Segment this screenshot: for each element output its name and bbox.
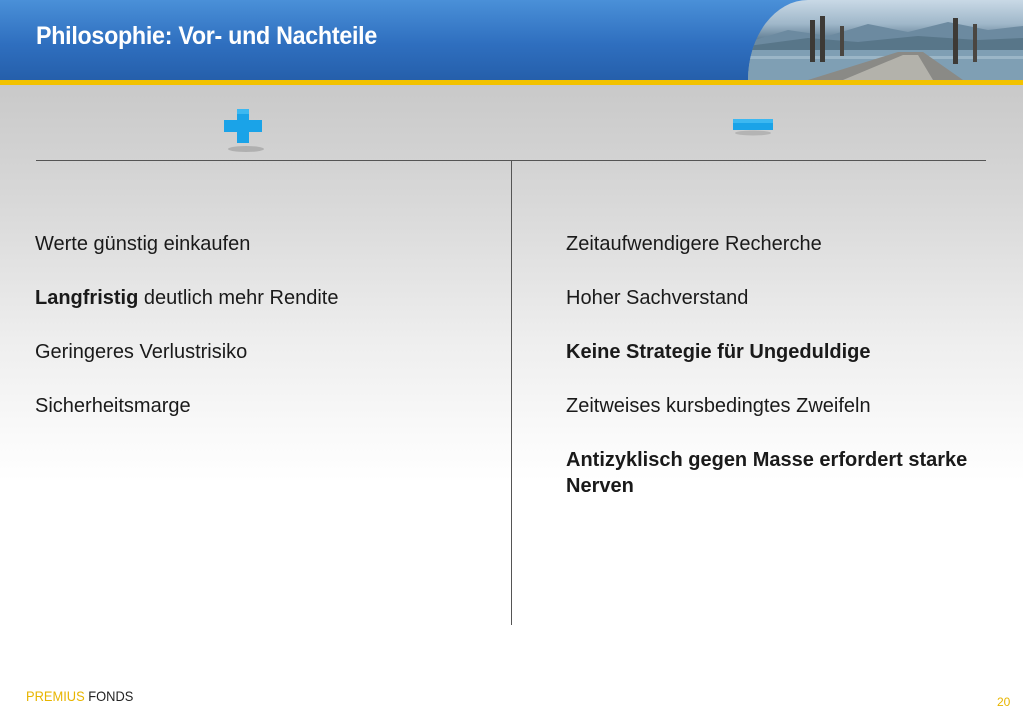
brand-logo: [26, 688, 133, 704]
con-item: Zeitweises kursbedingtes Zweifeln: [566, 395, 871, 417]
brand-name-part1: PREMIUS: [26, 688, 85, 704]
con-item: Keine Strategie für Ungeduldige: [566, 341, 871, 363]
pier-lake-photo: [748, 0, 1023, 80]
page-title: Philosophie: Vor- und Nachteile: [36, 22, 377, 50]
column-divider: [511, 161, 512, 625]
brand-name-part2: FONDS: [88, 688, 134, 704]
plus-icon: [222, 105, 266, 155]
pro-item: Langfristig deutlich mehr Rendite: [35, 287, 339, 309]
con-item: Zeitaufwendigere Recherche: [566, 233, 822, 255]
pro-item: Geringeres Verlustrisiko: [35, 341, 248, 363]
con-item: Antizyklisch gegen Masse erfordert starke Nerven: [566, 449, 968, 497]
title-bar: [0, 0, 1023, 80]
minus-icon: [731, 116, 775, 136]
page-number: 20: [997, 695, 1011, 709]
pro-item: Werte günstig einkaufen: [35, 233, 251, 255]
con-item: Hoher Sachverstand: [566, 287, 749, 309]
pro-item: Sicherheitsmarge: [35, 395, 191, 417]
